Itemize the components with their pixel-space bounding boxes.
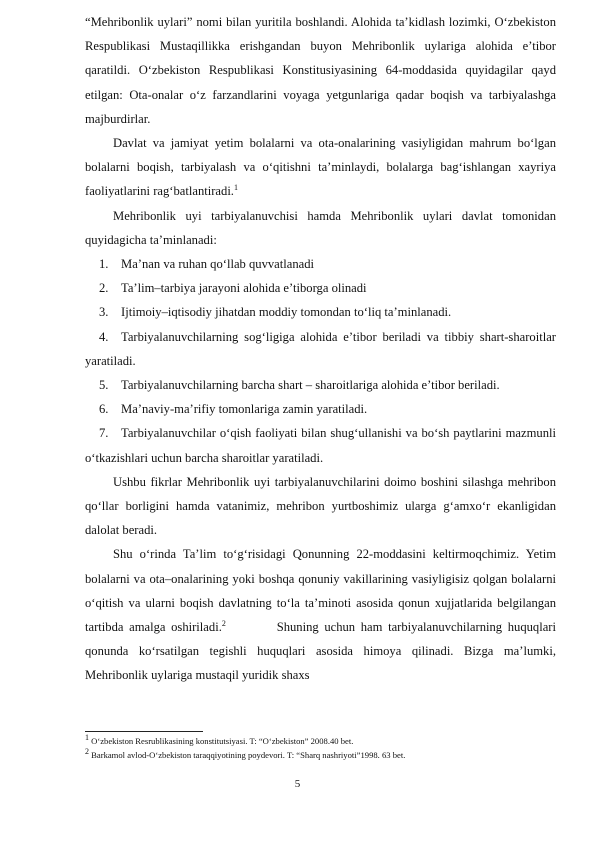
list-item-text: Ijtimoiy–iqtisodiy jihatdan moddiy tomondan to‘liq ta’minlanadi. bbox=[121, 305, 452, 320]
list-item-number: 7. bbox=[99, 426, 109, 441]
footnote-2 bbox=[85, 748, 556, 762]
list-item-text: Ta’lim–tarbiya jarayoni alohida e’tiborga olinadi bbox=[121, 281, 367, 296]
page-number: 5 bbox=[294, 778, 301, 790]
document-body bbox=[85, 10, 556, 688]
list-item-text: Tarbiyalanuvchilarning sog‘ligiga alohida e’tibor beriladi va tibbiy shart-sharoitlar yaratiladi. bbox=[85, 329, 556, 368]
list-item bbox=[85, 373, 556, 397]
paragraph-5-text-a: Shu o‘rinda Ta’lim to‘g‘risidagi Qonunning 22-moddasini keltirmoqchimiz. Yetim bolalarni va ota–onalarining yoki boshqa qonuniy vakillarining vasiyligisiz qolgan bolalarni o‘qitish va ularni boqish davlatning to‘la ta’minoti asosida qonun xujjatlarida belgilangan tartibda amalga oshiriladi. bbox=[85, 547, 556, 635]
list-item-number: 5. bbox=[99, 378, 109, 393]
paragraph-4: Ushbu fikrlar Mehribonlik uyi tarbiyalanuvchilarini doimo boshini silashga mehribon qo‘llar borligini hamda vatanimiz, mehribon yurtboshimiz ularga g‘amxo‘r ekanligidan dalolat beradi. bbox=[85, 474, 556, 538]
list-item bbox=[85, 276, 556, 300]
paragraph-1: “Mehribonlik uylari” nomi bilan yuritila boshlandi. Alohida ta’kidlash lozimki, O‘zbekiston Respublikasi Mustaqillikka erishgandan buyon Mehribonlik uylariga alohida e’tibor qaratildi. O‘zbekiston Respublikasi Konstitusiyasining 64-moddasida quyidagilar qayd etilgan: Ota-onalar o‘z farzandlarini voyaga yetgunlariga qadar boqish va tarbiyalashga majburdirlar. bbox=[85, 15, 556, 126]
numbered-list bbox=[85, 252, 556, 470]
list-item bbox=[85, 300, 556, 324]
list-item bbox=[85, 397, 556, 421]
list-item-number: 6. bbox=[99, 402, 109, 417]
footnote-ref-2[interactable]: 2 bbox=[221, 618, 226, 628]
footnote-mark: 2 bbox=[85, 747, 89, 757]
paragraph-3: Mehribonlik uyi tarbiyalanuvchisi hamda Mehribonlik uylari davlat tomonidan quyidagicha ta’minlanadi: bbox=[85, 208, 556, 247]
footnote-mark: 1 bbox=[85, 733, 89, 743]
list-item bbox=[85, 252, 556, 276]
list-item-text: Ma’nan va ruhan qo‘llab quvvatlanadi bbox=[121, 257, 315, 272]
list-item-number: 3. bbox=[99, 305, 109, 320]
list-item-number: 4. bbox=[99, 329, 109, 344]
list-item bbox=[85, 421, 556, 469]
paragraph-5 bbox=[85, 542, 556, 687]
list-item-text: Tarbiyalanuvchilar o‘qish faoliyati bilan shug‘ullanishi va bo‘sh paytlarini mazmunli o‘tkazishlari uchun barcha sharoitlar yaratiladi. bbox=[85, 426, 556, 465]
list-item-text: Ma’naviy-ma’rifiy tomonlariga zamin yaratiladi. bbox=[121, 402, 368, 417]
paragraph-2-text: Davlat va jamiyat yetim bolalarni va ota-onalarining vasiyligidan mahrum bo‘lgan bolalarni boqish, tarbiyalash va o‘qitishni ta’minlaydi, bolalarga bag‘ishlangan xayriya faoliyatlarini rag‘batlantiradi. bbox=[85, 136, 556, 199]
list-item-number: 1. bbox=[99, 257, 109, 272]
list-item-text: Tarbiyalanuvchilarning barcha shart – sharoitlariga alohida e’tibor beriladi. bbox=[121, 378, 500, 393]
footnote-1 bbox=[85, 734, 556, 748]
footnote-ref-1[interactable]: 1 bbox=[233, 183, 238, 193]
footnote-divider bbox=[85, 731, 203, 732]
list-item-number: 2. bbox=[99, 281, 109, 296]
paragraph-2 bbox=[85, 131, 556, 204]
list-item bbox=[85, 325, 556, 373]
footnote-text: Barkamol avlod-O‘zbekiston taraqqiyotining poydevori. T: “Sharq nashriyoti”1998. 63 bet. bbox=[91, 750, 406, 760]
footnotes bbox=[85, 734, 556, 762]
footnote-text: O‘zbekiston Resrublikasining konstitutsiyasi. T: “O‘zbekiston” 2008.40 bet. bbox=[91, 736, 354, 746]
paragraph-5-text-b: Shuning uchun ham tarbiyalanuvchilarning huquqlari qonunda ko‘rsatilgan tegishli huquqlari asosida himoya qilinadi. Bizga ma’lumki, Mehribonlik uylariga mustaqil yuridik shaxs bbox=[85, 620, 556, 683]
